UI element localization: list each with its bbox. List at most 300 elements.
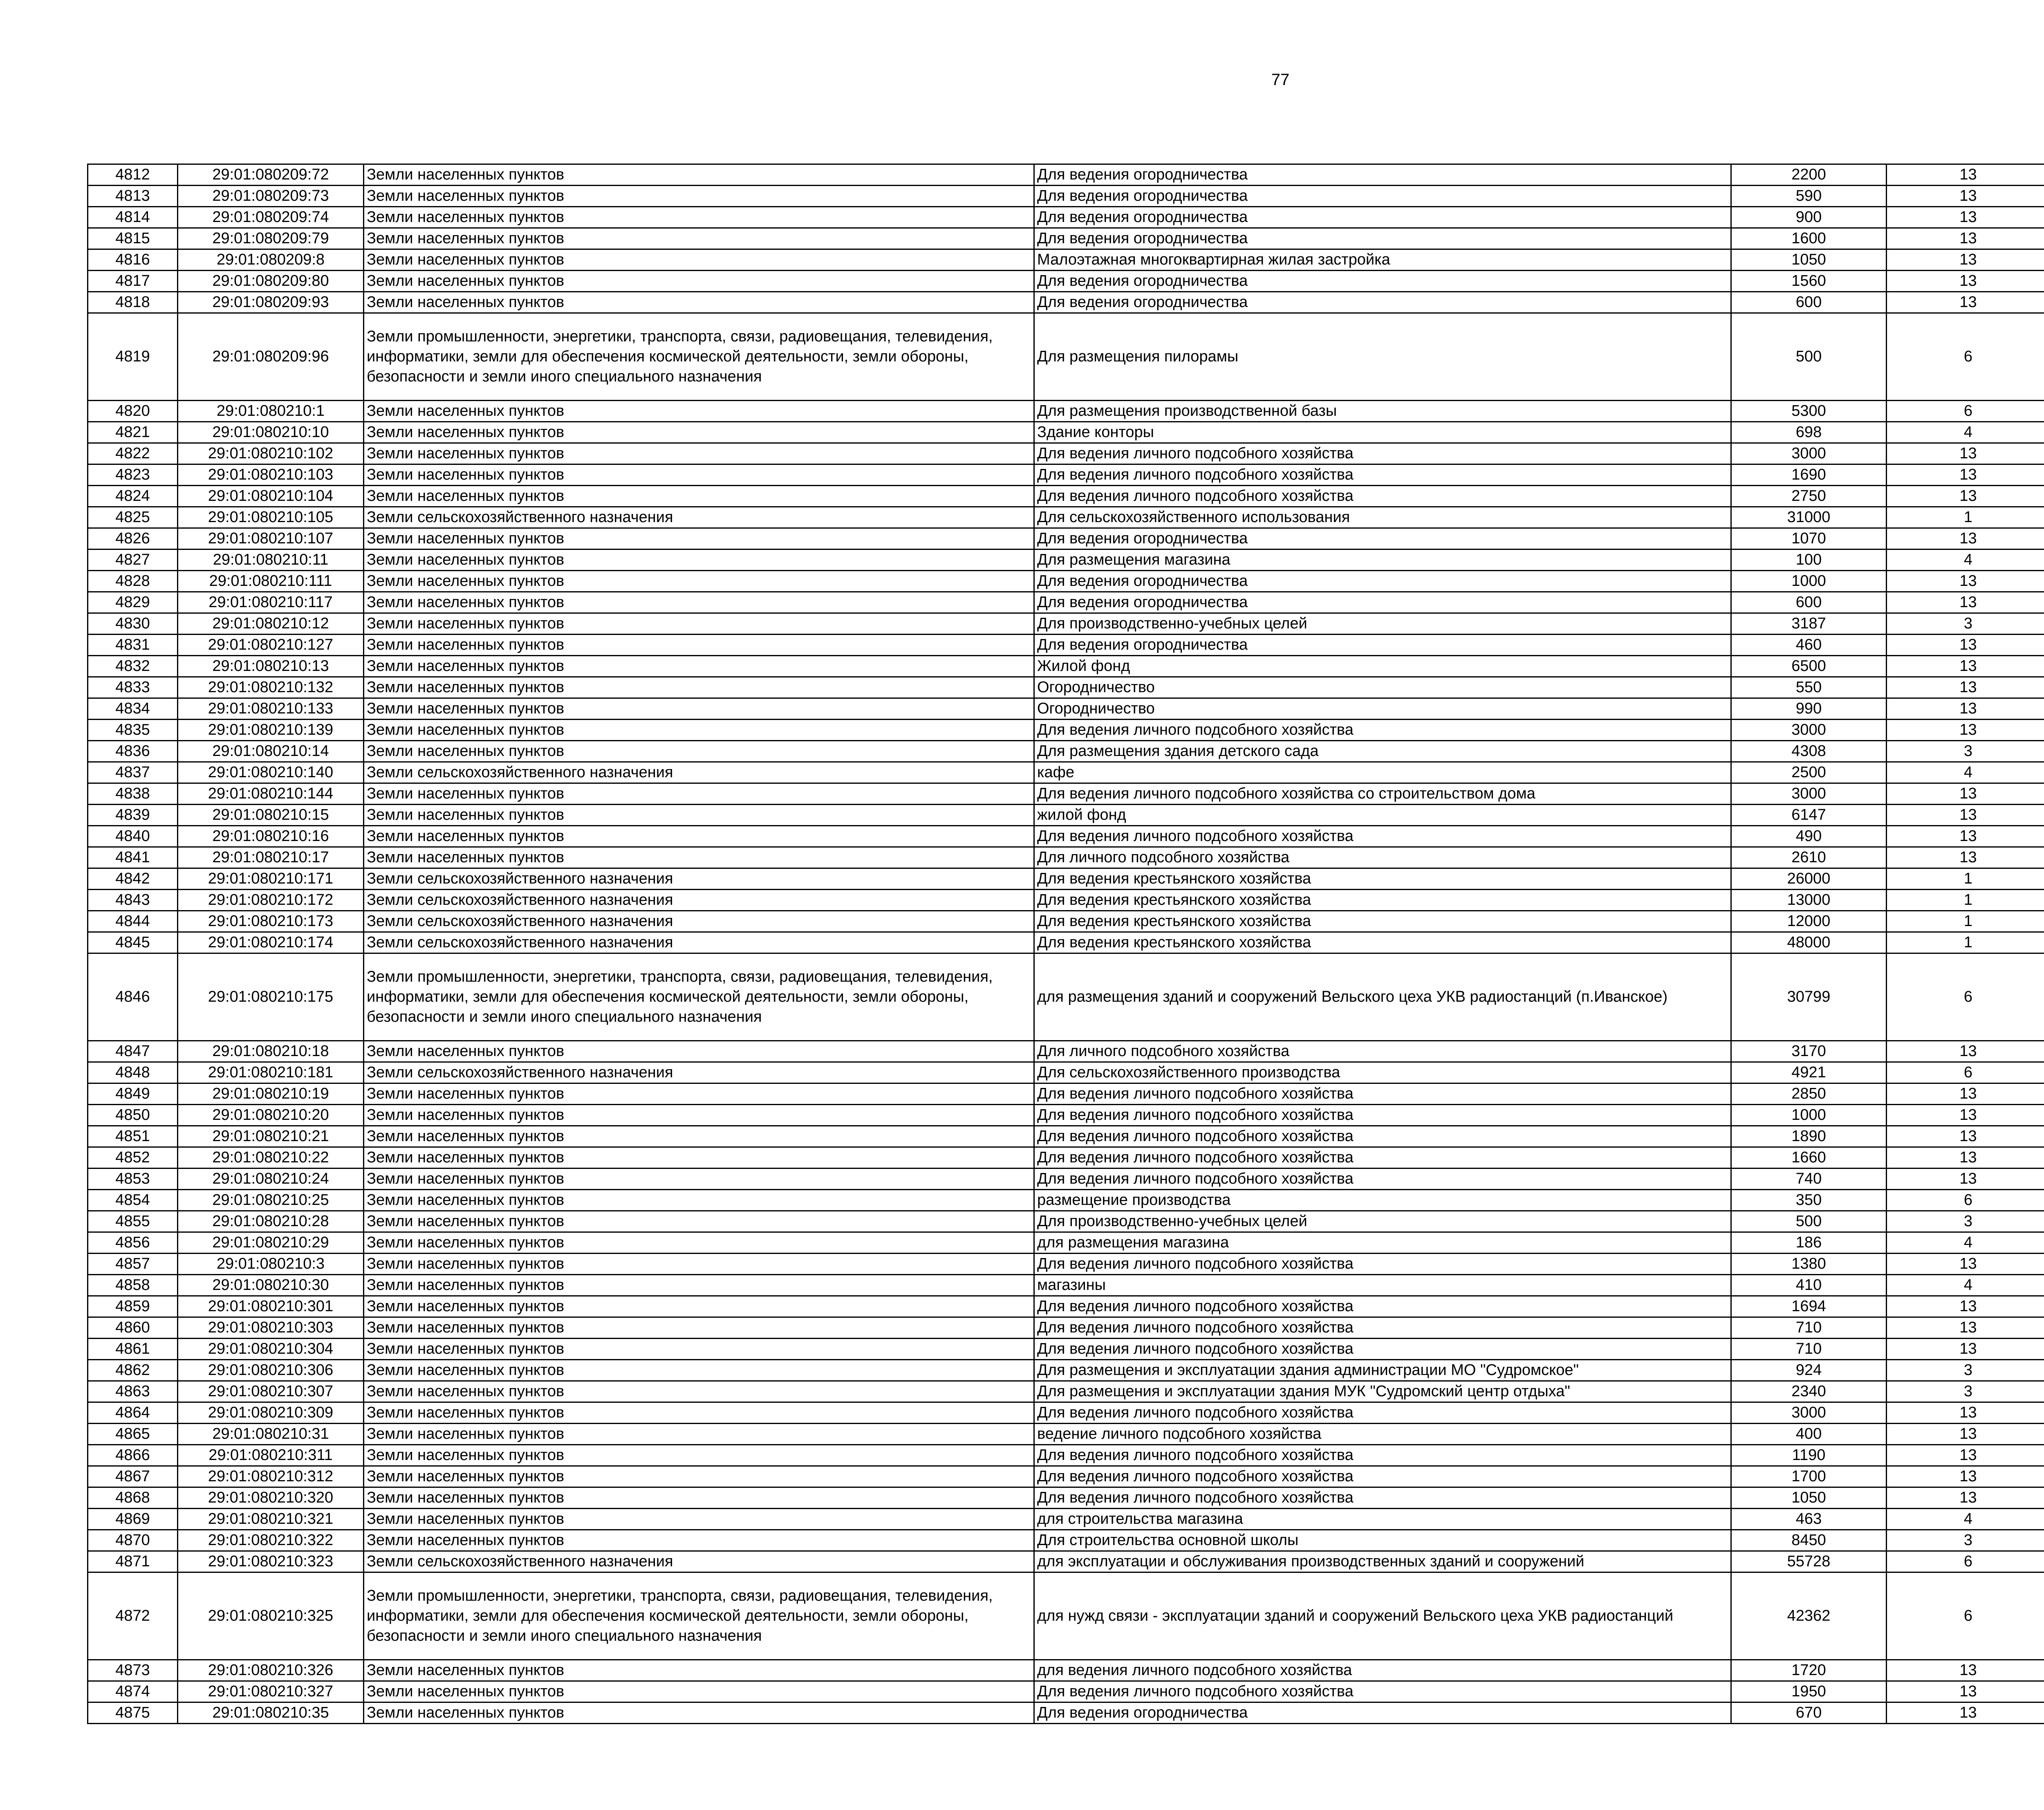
group-code-cell: 6 bbox=[1887, 1551, 2044, 1572]
group-code-cell: 13 bbox=[1887, 1487, 2044, 1509]
group-code-cell: 6 bbox=[1887, 1572, 2044, 1660]
group-code-cell: 13 bbox=[1887, 571, 2044, 592]
area-cell: 550 bbox=[1731, 677, 1887, 698]
group-code-cell: 13 bbox=[1887, 1169, 2044, 1190]
permitted-use-cell: Для ведения крестьянского хозяйства bbox=[1034, 868, 1731, 890]
row-number-cell: 4875 bbox=[88, 1702, 178, 1724]
group-code-cell: 3 bbox=[1887, 1381, 2044, 1402]
group-code-cell: 6 bbox=[1887, 313, 2044, 401]
permitted-use-cell: Для ведения личного подсобного хозяйства bbox=[1034, 443, 1731, 464]
row-number-cell: 4840 bbox=[88, 826, 178, 847]
land-category-cell: Земли населенных пунктов bbox=[364, 826, 1034, 847]
table-row bbox=[88, 592, 2044, 613]
table-row bbox=[88, 1147, 2044, 1169]
cadastral-number-cell: 29:01:080210:117 bbox=[178, 592, 364, 613]
group-code-cell: 1 bbox=[1887, 911, 2044, 932]
area-cell: 3000 bbox=[1731, 783, 1887, 805]
row-number-cell: 4834 bbox=[88, 698, 178, 720]
group-code-cell: 13 bbox=[1887, 1317, 2044, 1339]
group-code-cell: 3 bbox=[1887, 1530, 2044, 1551]
permitted-use-cell: Жилой фонд bbox=[1034, 656, 1731, 677]
cadastral-number-cell: 29:01:080210:15 bbox=[178, 805, 364, 826]
cadastral-number-cell: 29:01:080210:10 bbox=[178, 422, 364, 443]
cadastral-number-cell: 29:01:080210:301 bbox=[178, 1296, 364, 1317]
land-category-cell: Земли населенных пунктов bbox=[364, 528, 1034, 550]
cadastral-number-cell: 29:01:080210:11 bbox=[178, 550, 364, 571]
area-cell: 55728 bbox=[1731, 1551, 1887, 1572]
permitted-use-cell: Для ведения крестьянского хозяйства bbox=[1034, 932, 1731, 953]
permitted-use-cell: Для ведения личного подсобного хозяйства bbox=[1034, 486, 1731, 507]
cadastral-number-cell: 29:01:080210:29 bbox=[178, 1232, 364, 1254]
area-cell: 1190 bbox=[1731, 1445, 1887, 1466]
row-number-cell: 4815 bbox=[88, 228, 178, 249]
cadastral-number-cell: 29:01:080210:309 bbox=[178, 1402, 364, 1424]
group-code-cell: 6 bbox=[1887, 953, 2044, 1041]
cadastral-number-cell: 29:01:080210:30 bbox=[178, 1275, 364, 1296]
table-row bbox=[88, 1317, 2044, 1339]
area-cell: 710 bbox=[1731, 1339, 1887, 1360]
land-category-cell: Земли населенных пунктов bbox=[364, 1296, 1034, 1317]
land-category-cell: Земли населенных пунктов bbox=[364, 1232, 1034, 1254]
land-category-cell: Земли сельскохозяйственного назначения bbox=[364, 868, 1034, 890]
table-row bbox=[88, 486, 2044, 507]
table-row bbox=[88, 164, 2044, 186]
row-number-cell: 4816 bbox=[88, 249, 178, 271]
row-number-cell: 4844 bbox=[88, 911, 178, 932]
land-category-cell: Земли сельскохозяйственного назначения bbox=[364, 1062, 1034, 1083]
area-cell: 710 bbox=[1731, 1317, 1887, 1339]
cadastral-number-cell: 29:01:080210:104 bbox=[178, 486, 364, 507]
cadastral-number-cell: 29:01:080210:139 bbox=[178, 720, 364, 741]
cadastral-number-cell: 29:01:080210:24 bbox=[178, 1169, 364, 1190]
table-row bbox=[88, 1105, 2044, 1126]
permitted-use-cell: для строительства магазина bbox=[1034, 1509, 1731, 1530]
group-code-cell: 1 bbox=[1887, 890, 2044, 911]
land-category-cell: Земли населенных пунктов bbox=[364, 720, 1034, 741]
permitted-use-cell: Для сельскохозяйственного производства bbox=[1034, 1062, 1731, 1083]
cadastral-number-cell: 29:01:080210:304 bbox=[178, 1339, 364, 1360]
area-cell: 400 bbox=[1731, 1424, 1887, 1445]
land-category-cell: Земли населенных пунктов bbox=[364, 401, 1034, 422]
row-number-cell: 4839 bbox=[88, 805, 178, 826]
group-code-cell: 13 bbox=[1887, 1126, 2044, 1147]
group-code-cell: 13 bbox=[1887, 249, 2044, 271]
cadastral-number-cell: 29:01:080210:172 bbox=[178, 890, 364, 911]
table-row bbox=[88, 932, 2044, 953]
row-number-cell: 4832 bbox=[88, 656, 178, 677]
table-row bbox=[88, 635, 2044, 656]
land-category-cell: Земли сельскохозяйственного назначения bbox=[364, 762, 1034, 783]
table-row bbox=[88, 613, 2044, 635]
permitted-use-cell: Для ведения личного подсобного хозяйства bbox=[1034, 1681, 1731, 1702]
permitted-use-cell: Для ведения огородничества bbox=[1034, 164, 1731, 186]
land-category-cell: Земли населенных пунктов bbox=[364, 1360, 1034, 1381]
row-number-cell: 4859 bbox=[88, 1296, 178, 1317]
area-cell: 1694 bbox=[1731, 1296, 1887, 1317]
row-number-cell: 4874 bbox=[88, 1681, 178, 1702]
area-cell: 600 bbox=[1731, 292, 1887, 313]
permitted-use-cell: Для ведения личного подсобного хозяйства bbox=[1034, 1402, 1731, 1424]
group-code-cell: 13 bbox=[1887, 1702, 2044, 1724]
permitted-use-cell: Для ведения личного подсобного хозяйства bbox=[1034, 1466, 1731, 1487]
land-category-cell: Земли сельскохозяйственного назначения bbox=[364, 507, 1034, 528]
cadastral-number-cell: 29:01:080210:173 bbox=[178, 911, 364, 932]
group-code-cell: 13 bbox=[1887, 805, 2044, 826]
permitted-use-cell: Для ведения личного подсобного хозяйства bbox=[1034, 1254, 1731, 1275]
group-code-cell: 13 bbox=[1887, 164, 2044, 186]
table-row bbox=[88, 1211, 2044, 1232]
permitted-use-cell: Для ведения крестьянского хозяйства bbox=[1034, 911, 1731, 932]
permitted-use-cell: магазины bbox=[1034, 1275, 1731, 1296]
permitted-use-cell: Для ведения личного подсобного хозяйства bbox=[1034, 1296, 1731, 1317]
permitted-use-cell: ведение личного подсобного хозяйства bbox=[1034, 1424, 1731, 1445]
cadastral-number-cell: 29:01:080210:103 bbox=[178, 464, 364, 486]
table-row bbox=[88, 1232, 2044, 1254]
permitted-use-cell: для размещения зданий и сооружений Вельского цеха УКВ радиостанций (п.Иванское) bbox=[1034, 953, 1731, 1041]
table-row bbox=[88, 401, 2044, 422]
area-cell: 1050 bbox=[1731, 1487, 1887, 1509]
permitted-use-cell: Для ведения личного подсобного хозяйства bbox=[1034, 1487, 1731, 1509]
cadastral-number-cell: 29:01:080209:73 bbox=[178, 186, 364, 207]
table-row bbox=[88, 1360, 2044, 1381]
land-category-cell: Земли промышленности, энергетики, транспорта, связи, радиовещания, телевидения, информатики, земли для обеспечения космической деятельности, земли обороны, безопасности и земли иного специального назначения bbox=[364, 953, 1034, 1041]
group-code-cell: 13 bbox=[1887, 186, 2044, 207]
cadastral-number-cell: 29:01:080209:8 bbox=[178, 249, 364, 271]
group-code-cell: 1 bbox=[1887, 507, 2044, 528]
land-category-cell: Земли населенных пунктов bbox=[364, 1487, 1034, 1509]
row-number-cell: 4848 bbox=[88, 1062, 178, 1083]
group-code-cell: 13 bbox=[1887, 1660, 2044, 1681]
area-cell: 740 bbox=[1731, 1169, 1887, 1190]
permitted-use-cell: Для ведения огородничества bbox=[1034, 528, 1731, 550]
land-category-cell: Земли населенных пунктов bbox=[364, 613, 1034, 635]
area-cell: 1050 bbox=[1731, 249, 1887, 271]
group-code-cell: 13 bbox=[1887, 271, 2044, 292]
table-row bbox=[88, 1126, 2044, 1147]
table-row bbox=[88, 1402, 2044, 1424]
cadastral-number-cell: 29:01:080210:107 bbox=[178, 528, 364, 550]
row-number-cell: 4830 bbox=[88, 613, 178, 635]
row-number-cell: 4812 bbox=[88, 164, 178, 186]
permitted-use-cell: Для ведения огородничества bbox=[1034, 571, 1731, 592]
table-row bbox=[88, 656, 2044, 677]
land-category-cell: Земли населенных пунктов bbox=[364, 1530, 1034, 1551]
permitted-use-cell: Для размещения пилорамы bbox=[1034, 313, 1731, 401]
area-cell: 3170 bbox=[1731, 1041, 1887, 1062]
row-number-cell: 4838 bbox=[88, 783, 178, 805]
group-code-cell: 13 bbox=[1887, 1147, 2044, 1169]
table-row bbox=[88, 186, 2044, 207]
row-number-cell: 4872 bbox=[88, 1572, 178, 1660]
permitted-use-cell: Для ведения личного подсобного хозяйства bbox=[1034, 1083, 1731, 1105]
cadastral-number-cell: 29:01:080210:303 bbox=[178, 1317, 364, 1339]
land-category-cell: Земли населенных пунктов bbox=[364, 1083, 1034, 1105]
area-cell: 1600 bbox=[1731, 228, 1887, 249]
permitted-use-cell: Для ведения огородничества bbox=[1034, 635, 1731, 656]
table-row bbox=[88, 1296, 2044, 1317]
table-row bbox=[88, 249, 2044, 271]
table-row bbox=[88, 271, 2044, 292]
row-number-cell: 4871 bbox=[88, 1551, 178, 1572]
permitted-use-cell: Для личного подсобного хозяйства bbox=[1034, 847, 1731, 868]
row-number-cell: 4824 bbox=[88, 486, 178, 507]
cadastral-number-cell: 29:01:080210:322 bbox=[178, 1530, 364, 1551]
area-cell: 500 bbox=[1731, 313, 1887, 401]
area-cell: 490 bbox=[1731, 826, 1887, 847]
table-row bbox=[88, 1509, 2044, 1530]
land-category-cell: Земли населенных пунктов bbox=[364, 698, 1034, 720]
row-number-cell: 4853 bbox=[88, 1169, 178, 1190]
permitted-use-cell: Для размещения магазина bbox=[1034, 550, 1731, 571]
area-cell: 2850 bbox=[1731, 1083, 1887, 1105]
land-category-cell: Земли населенных пунктов bbox=[364, 1445, 1034, 1466]
permitted-use-cell: Огородничество bbox=[1034, 698, 1731, 720]
land-category-cell: Земли населенных пунктов bbox=[364, 1466, 1034, 1487]
area-cell: 12000 bbox=[1731, 911, 1887, 932]
table-row bbox=[88, 1169, 2044, 1190]
group-code-cell: 4 bbox=[1887, 1509, 2044, 1530]
table-row bbox=[88, 826, 2044, 847]
cadastral-number-cell: 29:01:080210:14 bbox=[178, 741, 364, 762]
permitted-use-cell: Для размещения и эксплуатации здания МУК "Судромский центр отдыха" bbox=[1034, 1381, 1731, 1402]
group-code-cell: 13 bbox=[1887, 1445, 2044, 1466]
land-category-cell: Земли населенных пунктов bbox=[364, 292, 1034, 313]
group-code-cell: 13 bbox=[1887, 1083, 2044, 1105]
table-row bbox=[88, 1681, 2044, 1702]
land-plots-table bbox=[87, 164, 2044, 1724]
area-cell: 1000 bbox=[1731, 1105, 1887, 1126]
group-code-cell: 4 bbox=[1887, 1275, 2044, 1296]
table-row bbox=[88, 228, 2044, 249]
row-number-cell: 4817 bbox=[88, 271, 178, 292]
permitted-use-cell: Для производственно-учебных целей bbox=[1034, 1211, 1731, 1232]
cadastral-number-cell: 29:01:080210:307 bbox=[178, 1381, 364, 1402]
group-code-cell: 4 bbox=[1887, 550, 2044, 571]
table-row bbox=[88, 1424, 2044, 1445]
cadastral-number-cell: 29:01:080209:74 bbox=[178, 207, 364, 228]
cadastral-number-cell: 29:01:080210:1 bbox=[178, 401, 364, 422]
group-code-cell: 13 bbox=[1887, 1339, 2044, 1360]
row-number-cell: 4856 bbox=[88, 1232, 178, 1254]
cadastral-number-cell: 29:01:080210:18 bbox=[178, 1041, 364, 1062]
area-cell: 1720 bbox=[1731, 1660, 1887, 1681]
table-row bbox=[88, 1275, 2044, 1296]
permitted-use-cell: Для ведения огородничества bbox=[1034, 292, 1731, 313]
row-number-cell: 4841 bbox=[88, 847, 178, 868]
cadastral-number-cell: 29:01:080210:13 bbox=[178, 656, 364, 677]
land-category-cell: Земли сельскохозяйственного назначения bbox=[364, 890, 1034, 911]
table-row bbox=[88, 1551, 2044, 1572]
row-number-cell: 4869 bbox=[88, 1509, 178, 1530]
group-code-cell: 13 bbox=[1887, 1466, 2044, 1487]
land-category-cell: Земли населенных пунктов bbox=[364, 1424, 1034, 1445]
table-row bbox=[88, 1339, 2044, 1360]
group-code-cell: 13 bbox=[1887, 1041, 2044, 1062]
permitted-use-cell: Для ведения личного подсобного хозяйства bbox=[1034, 1339, 1731, 1360]
row-number-cell: 4858 bbox=[88, 1275, 178, 1296]
table-row bbox=[88, 528, 2044, 550]
permitted-use-cell: Здание конторы bbox=[1034, 422, 1731, 443]
table-row bbox=[88, 1041, 2044, 1062]
group-code-cell: 4 bbox=[1887, 422, 2044, 443]
permitted-use-cell: для ведения личного подсобного хозяйства bbox=[1034, 1660, 1731, 1681]
row-number-cell: 4821 bbox=[88, 422, 178, 443]
group-code-cell: 6 bbox=[1887, 1190, 2044, 1211]
table-row bbox=[88, 1062, 2044, 1083]
row-number-cell: 4854 bbox=[88, 1190, 178, 1211]
area-cell: 1070 bbox=[1731, 528, 1887, 550]
permitted-use-cell: для эксплуатации и обслуживания производственных зданий и сооружений bbox=[1034, 1551, 1731, 1572]
area-cell: 5300 bbox=[1731, 401, 1887, 422]
table-row bbox=[88, 911, 2044, 932]
cadastral-number-cell: 29:01:080210:127 bbox=[178, 635, 364, 656]
cadastral-number-cell: 29:01:080210:19 bbox=[178, 1083, 364, 1105]
land-category-cell: Земли населенных пунктов bbox=[364, 1317, 1034, 1339]
cadastral-number-cell: 29:01:080210:17 bbox=[178, 847, 364, 868]
area-cell: 48000 bbox=[1731, 932, 1887, 953]
table-row bbox=[88, 1530, 2044, 1551]
area-cell: 2500 bbox=[1731, 762, 1887, 783]
group-code-cell: 13 bbox=[1887, 464, 2044, 486]
area-cell: 6147 bbox=[1731, 805, 1887, 826]
permitted-use-cell: Для ведения крестьянского хозяйства bbox=[1034, 890, 1731, 911]
group-code-cell: 1 bbox=[1887, 932, 2044, 953]
land-category-cell: Земли населенных пунктов bbox=[364, 486, 1034, 507]
land-category-cell: Земли сельскохозяйственного назначения bbox=[364, 911, 1034, 932]
group-code-cell: 13 bbox=[1887, 1105, 2044, 1126]
cadastral-number-cell: 29:01:080210:31 bbox=[178, 1424, 364, 1445]
cadastral-number-cell: 29:01:080210:325 bbox=[178, 1572, 364, 1660]
area-cell: 500 bbox=[1731, 1211, 1887, 1232]
land-category-cell: Земли населенных пунктов bbox=[364, 1660, 1034, 1681]
table-row bbox=[88, 422, 2044, 443]
area-cell: 1560 bbox=[1731, 271, 1887, 292]
area-cell: 31000 bbox=[1731, 507, 1887, 528]
group-code-cell: 13 bbox=[1887, 443, 2044, 464]
land-category-cell: Земли населенных пунктов bbox=[364, 1275, 1034, 1296]
area-cell: 2750 bbox=[1731, 486, 1887, 507]
area-cell: 590 bbox=[1731, 186, 1887, 207]
table-row bbox=[88, 847, 2044, 868]
land-category-cell: Земли сельскохозяйственного назначения bbox=[364, 932, 1034, 953]
row-number-cell: 4836 bbox=[88, 741, 178, 762]
area-cell: 13000 bbox=[1731, 890, 1887, 911]
cadastral-number-cell: 29:01:080210:320 bbox=[178, 1487, 364, 1509]
area-cell: 42362 bbox=[1731, 1572, 1887, 1660]
row-number-cell: 4849 bbox=[88, 1083, 178, 1105]
table-row bbox=[88, 1445, 2044, 1466]
group-code-cell: 13 bbox=[1887, 1681, 2044, 1702]
permitted-use-cell: Огородничество bbox=[1034, 677, 1731, 698]
group-code-cell: 13 bbox=[1887, 1254, 2044, 1275]
cadastral-number-cell: 29:01:080209:80 bbox=[178, 271, 364, 292]
cadastral-number-cell: 29:01:080210:175 bbox=[178, 953, 364, 1041]
area-cell: 3000 bbox=[1731, 1402, 1887, 1424]
table-row bbox=[88, 677, 2044, 698]
row-number-cell: 4814 bbox=[88, 207, 178, 228]
row-number-cell: 4850 bbox=[88, 1105, 178, 1126]
permitted-use-cell: Для ведения огородничества bbox=[1034, 592, 1731, 613]
row-number-cell: 4855 bbox=[88, 1211, 178, 1232]
cadastral-number-cell: 29:01:080209:96 bbox=[178, 313, 364, 401]
area-cell: 4308 bbox=[1731, 741, 1887, 762]
row-number-cell: 4846 bbox=[88, 953, 178, 1041]
row-number-cell: 4845 bbox=[88, 932, 178, 953]
permitted-use-cell: Для размещения здания детского сада bbox=[1034, 741, 1731, 762]
land-category-cell: Земли населенных пунктов bbox=[364, 1254, 1034, 1275]
cadastral-number-cell: 29:01:080210:306 bbox=[178, 1360, 364, 1381]
cadastral-number-cell: 29:01:080209:79 bbox=[178, 228, 364, 249]
row-number-cell: 4864 bbox=[88, 1402, 178, 1424]
table-row bbox=[88, 443, 2044, 464]
table-row bbox=[88, 1466, 2044, 1487]
cadastral-number-cell: 29:01:080210:312 bbox=[178, 1466, 364, 1487]
row-number-cell: 4862 bbox=[88, 1360, 178, 1381]
land-category-cell: Земли промышленности, энергетики, транспорта, связи, радиовещания, телевидения, информатики, земли для обеспечения космической деятельности, земли обороны, безопасности и земли иного специального назначения bbox=[364, 1572, 1034, 1660]
row-number-cell: 4822 bbox=[88, 443, 178, 464]
permitted-use-cell: Для ведения личного подсобного хозяйства bbox=[1034, 1445, 1731, 1466]
land-category-cell: Земли населенных пунктов bbox=[364, 1402, 1034, 1424]
group-code-cell: 13 bbox=[1887, 486, 2044, 507]
area-cell: 3187 bbox=[1731, 613, 1887, 635]
land-category-cell: Земли населенных пунктов bbox=[364, 550, 1034, 571]
row-number-cell: 4826 bbox=[88, 528, 178, 550]
permitted-use-cell: Для размещения производственной базы bbox=[1034, 401, 1731, 422]
land-category-cell: Земли населенных пунктов bbox=[364, 1190, 1034, 1211]
permitted-use-cell: Для личного подсобного хозяйства bbox=[1034, 1041, 1731, 1062]
row-number-cell: 4819 bbox=[88, 313, 178, 401]
table-row bbox=[88, 741, 2044, 762]
area-cell: 3000 bbox=[1731, 720, 1887, 741]
row-number-cell: 4835 bbox=[88, 720, 178, 741]
land-category-cell: Земли населенных пунктов bbox=[364, 464, 1034, 486]
cadastral-number-cell: 29:01:080210:327 bbox=[178, 1681, 364, 1702]
row-number-cell: 4868 bbox=[88, 1487, 178, 1509]
page-number: 77 bbox=[1271, 71, 1290, 89]
cadastral-number-cell: 29:01:080210:174 bbox=[178, 932, 364, 953]
row-number-cell: 4851 bbox=[88, 1126, 178, 1147]
area-cell: 600 bbox=[1731, 592, 1887, 613]
cadastral-number-cell: 29:01:080210:321 bbox=[178, 1509, 364, 1530]
group-code-cell: 13 bbox=[1887, 826, 2044, 847]
land-category-cell: Земли населенных пунктов bbox=[364, 207, 1034, 228]
cadastral-number-cell: 29:01:080209:72 bbox=[178, 164, 364, 186]
table-row bbox=[88, 464, 2044, 486]
row-number-cell: 4863 bbox=[88, 1381, 178, 1402]
row-number-cell: 4870 bbox=[88, 1530, 178, 1551]
cadastral-number-cell: 29:01:080210:105 bbox=[178, 507, 364, 528]
land-category-cell: Земли населенных пунктов bbox=[364, 571, 1034, 592]
area-cell: 924 bbox=[1731, 1360, 1887, 1381]
group-code-cell: 3 bbox=[1887, 1360, 2044, 1381]
row-number-cell: 4852 bbox=[88, 1147, 178, 1169]
table-row bbox=[88, 507, 2044, 528]
cadastral-number-cell: 29:01:080210:102 bbox=[178, 443, 364, 464]
table-row bbox=[88, 550, 2044, 571]
land-category-cell: Земли населенных пунктов bbox=[364, 592, 1034, 613]
table-row bbox=[88, 698, 2044, 720]
permitted-use-cell: Для ведения личного подсобного хозяйства bbox=[1034, 720, 1731, 741]
group-code-cell: 13 bbox=[1887, 656, 2044, 677]
table-row bbox=[88, 1702, 2044, 1724]
land-category-cell: Земли населенных пунктов bbox=[364, 1105, 1034, 1126]
cadastral-number-cell: 29:01:080210:22 bbox=[178, 1147, 364, 1169]
table-row bbox=[88, 1254, 2044, 1275]
table-row bbox=[88, 571, 2044, 592]
cadastral-number-cell: 29:01:080210:21 bbox=[178, 1126, 364, 1147]
area-cell: 463 bbox=[1731, 1509, 1887, 1530]
land-category-cell: Земли населенных пунктов bbox=[364, 1702, 1034, 1724]
